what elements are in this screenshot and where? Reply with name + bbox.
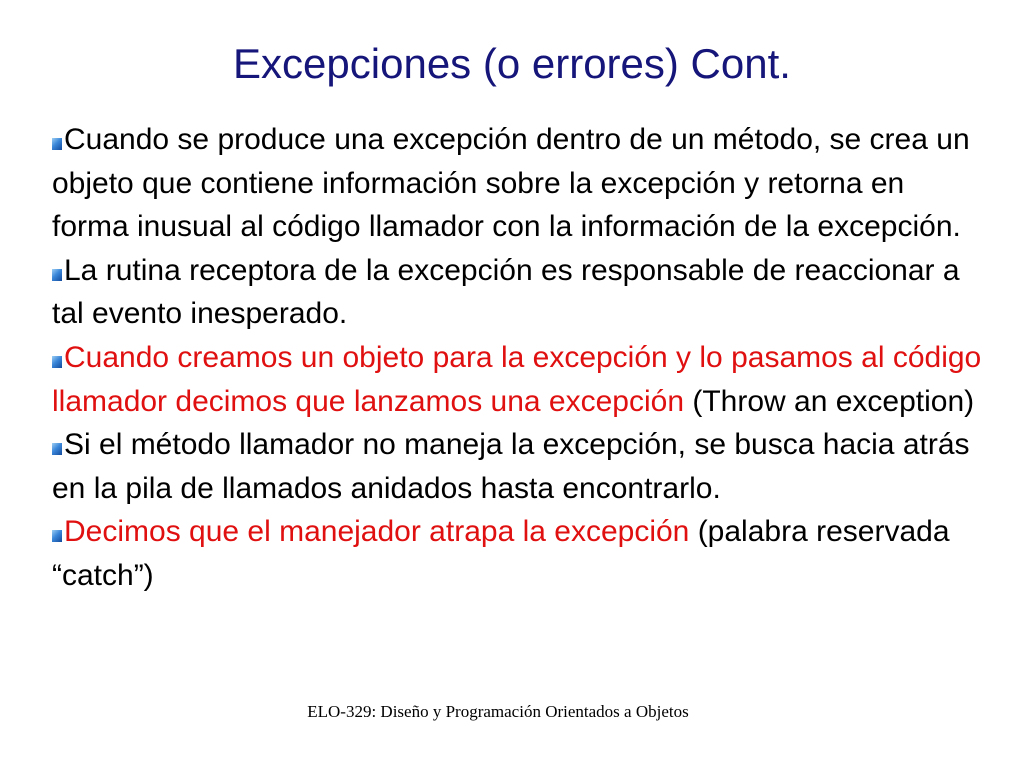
bullet-text-2: La rutina receptora de la excepción es responsable de reaccionar a tal evento inesperado. (52, 253, 960, 331)
square-bullet-icon (52, 443, 62, 455)
bullet-text-3-rest: (Throw an exception) (684, 384, 975, 418)
bullet-text-5-rest: (palabra reservada “catch”) (52, 515, 950, 592)
square-bullet-icon (52, 138, 62, 150)
bullet-item-2 (52, 249, 987, 336)
bullet-text-4: Si el método llamador no maneja la excepción, se busca hacia atrás en la pila de llamados anidados hasta encontrarlo. (52, 428, 970, 505)
bullet-text-3-emphasis: Cuando creamos un objeto para la excepción y lo pasamos al código llamador decimos que lanzamos una excepción (52, 340, 982, 418)
footer-text: ELO-329: Diseño y Programación Orientados a Objetos (307, 702, 689, 721)
bullet-text-1: Cuando se produce una excepción dentro de un método, se crea un objeto que contiene información sobre la excepción y retorna en forma inusual al código llamador con la información de la excepción. (52, 123, 970, 244)
slide-title: Excepciones (o errores) Cont. (233, 40, 791, 87)
bullet-item-5 (52, 510, 987, 597)
bullet-text-5-emphasis: Decimos que el manejador atrapa la excepción (64, 515, 690, 549)
bullet-item-3 (52, 336, 987, 423)
square-bullet-icon (52, 530, 62, 542)
slide-footer (0, 701, 1024, 723)
slide-body (52, 118, 987, 598)
bullet-item-4 (52, 423, 987, 510)
bullet-item-1 (52, 118, 987, 249)
square-bullet-icon (52, 356, 62, 368)
square-bullet-icon (52, 269, 62, 281)
